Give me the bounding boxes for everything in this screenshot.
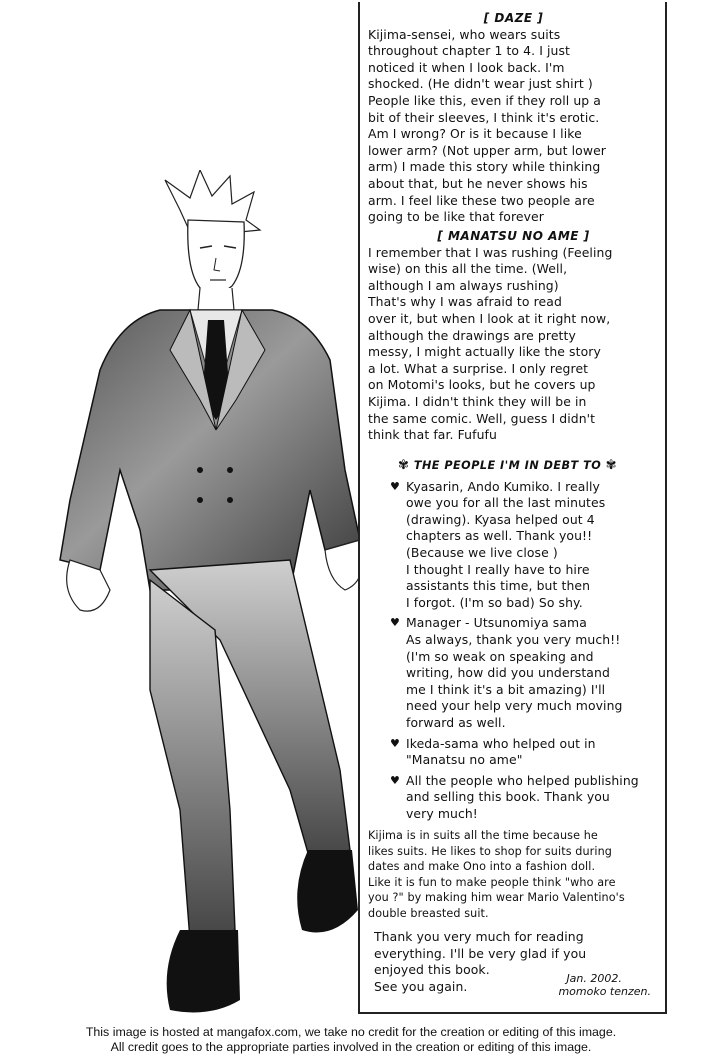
thanks-item-text: Manager - Utsunomiya sama As always, thank you very much!! (I'm so weak on speaking and writing, how did you understand me I think it's a bit amazing) I'll need your help very much moving forward as well.: [406, 615, 623, 730]
thanks-heading: [368, 458, 659, 475]
flower-icon: ✾: [398, 458, 410, 473]
hosting-disclaimer: [0, 1025, 702, 1055]
thanks-section: [368, 458, 659, 995]
thanks-item-text: All the people who helped publishing and selling this book. Thank you very much!: [406, 772, 639, 821]
heart-icon: ♥: [390, 616, 400, 630]
signature-name: momoko tenzen.: [558, 985, 651, 998]
daze-text: Kijima-sensei, who wears suits throughout chapter 1 to 4. I just noticed it when I look back. I'm shocked. (He didn't wear just shirt ) People like this, even if they roll up a bit of their sleeves, I think it's erotic. Am I wrong? Or is it because I like lower arm? (Not upper arm, but lower arm) I made this story while thinking about that, but he never shows his arm. I feel like these two people are going to be like that forever: [368, 26, 606, 225]
signature: [558, 972, 651, 998]
heart-icon: ♥: [390, 736, 400, 750]
thanks-item: [390, 773, 659, 823]
manatsu-section: [368, 228, 659, 444]
thanks-title: THE PEOPLE I'M IN DEBT TO: [413, 459, 602, 472]
disclaimer-line-2: All credit goes to the appropriate parties involved in the creation or editing of this image.: [110, 1040, 592, 1054]
disclaimer-line-1: This image is hosted at mangafox.com, we take no credit for the creation or editing of this image.: [85, 1025, 617, 1039]
thanks-item-text: Kyasarin, Ando Kumiko. I really owe you for all the last minutes (drawing). Kyasa helped out 4 chapters as well. Thank you!! (Because we live close ) I thought I really have to hire assistants this time, but then I forgot. (I'm so bad) So shy.: [406, 478, 606, 610]
thanks-item: [390, 615, 659, 731]
heart-icon: ♥: [390, 479, 400, 493]
closing-message: Thank you very much for reading everything. I'll be very glad if you enjoyed this book. See you again.: [374, 928, 587, 994]
manatsu-text: I remember that I was rushing (Feeling wise) on this all the time. (Well, although I am always rushing) That's why I was afraid to read over it, but when I look at it right now, although the drawings are pretty messy, I might actually like the story a lot. What a surprise. I only regret on Motomi's looks, but he covers up Kijima. I didn't think they will be in the same comic. Well, guess I didn't think that far. Fufufu: [368, 244, 613, 443]
manatsu-title: [ MANATSU NO AME ]: [437, 229, 590, 243]
flower-icon: ✾: [605, 458, 618, 473]
daze-title: [ DAZE ]: [483, 11, 544, 25]
afterword-panel: [358, 2, 667, 1014]
thanks-item: [390, 736, 659, 769]
heart-icon: ♥: [390, 773, 400, 787]
thanks-item-text: Ikeda-sama who helped out in "Manatsu no ame": [406, 735, 596, 768]
signature-date: Jan. 2002.: [566, 972, 622, 985]
daze-section: [368, 10, 659, 226]
kijima-note: Kijima is in suits all the time because he likes suits. He likes to shop for suits during dates and make Ono into a fashion doll. Like it is fun to make people think "who are you ?" by making him wear Mario Valentino's double breasted suit.: [368, 829, 625, 920]
thanks-item: [390, 479, 659, 612]
suited-man-illustration: [40, 170, 370, 1020]
